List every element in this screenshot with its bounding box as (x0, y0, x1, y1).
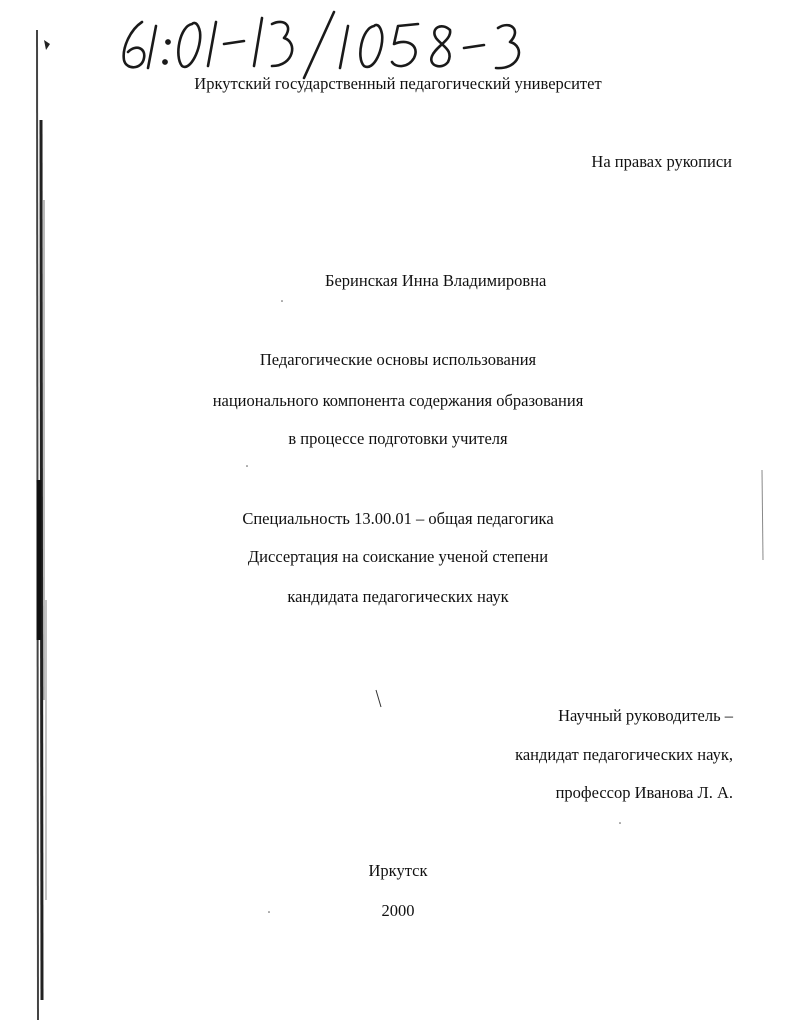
university-name: Иркутский государственный педагогический университет (194, 74, 602, 93)
year: 2000 (381, 901, 415, 920)
degree-line-1: Диссертация на соискание ученой степени (247, 547, 549, 566)
supervisor-degree: кандидат педагогических наук, (515, 745, 733, 764)
manuscript-rights-note: На правах рукописи (591, 152, 732, 171)
title-line-2: национального компонента содержания образования (212, 391, 584, 410)
city: Иркутск (368, 861, 428, 880)
supervisor-name: профессор Иванова Л. А. (555, 783, 733, 802)
title-line-1: Педагогические основы использования (259, 350, 537, 369)
supervisor-role: Научный руководитель – (558, 706, 733, 725)
specialty: Специальность 13.00.01 – общая педагогика (242, 509, 554, 528)
author-name: Беринская Инна Владимировна (325, 271, 547, 290)
title-line-3: в процессе подготовки учителя (288, 429, 508, 448)
degree-line-2: кандидата педагогических наук (287, 587, 509, 606)
